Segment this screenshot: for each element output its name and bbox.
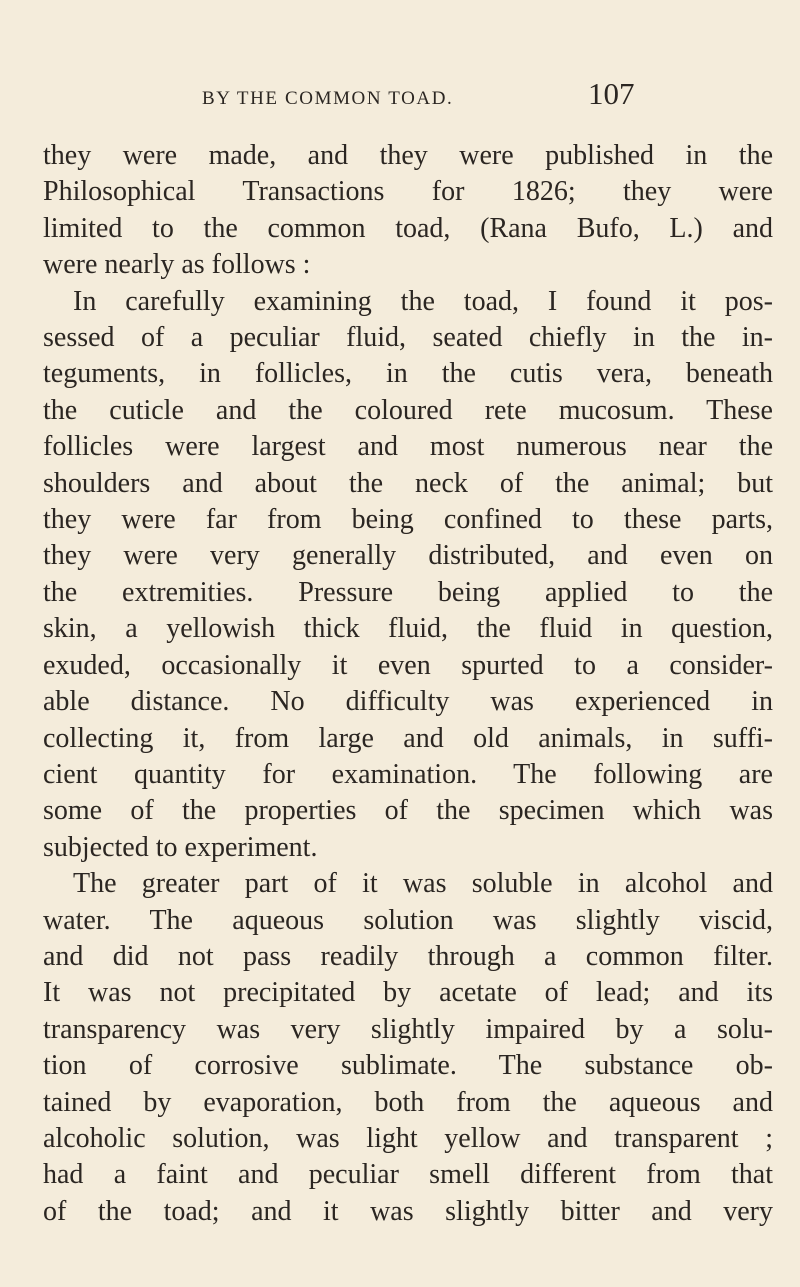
text-line: some of the properties of the specimen which was xyxy=(43,795,773,827)
text-line: teguments, in follicles, in the cutis vera, beneath xyxy=(43,358,773,390)
page-number: 107 xyxy=(588,76,635,111)
text-line: shoulders and about the neck of the animal; but xyxy=(43,467,773,499)
text-line: subjected to experiment. xyxy=(43,831,318,863)
text-line: tained by evaporation, both from the aqueous and xyxy=(43,1086,773,1118)
running-head: BY THE COMMON TOAD. xyxy=(202,88,454,109)
text-line: It was not precipitated by acetate of lead; and its xyxy=(43,977,773,1009)
text-line: were nearly as follows : xyxy=(43,249,311,281)
text-line: the extremities. Pressure being applied to the xyxy=(43,576,773,608)
body-text xyxy=(43,138,773,1230)
text-line: limited to the common toad, (Rana Bufo, L.) and xyxy=(43,212,773,244)
text-line: they were far from being confined to these parts, xyxy=(43,504,773,536)
text-line: tion of corrosive sublimate. The substance ob- xyxy=(43,1050,773,1082)
text-line: collecting it, from large and old animals, in suffi- xyxy=(43,722,773,754)
text-line: cient quantity for examination. The following are xyxy=(43,758,773,790)
text-line: follicles were largest and most numerous near the xyxy=(43,431,773,463)
text-line: able distance. No difficulty was experienced in xyxy=(43,686,773,718)
text-line: Philosophical Transactions for 1826; they were xyxy=(43,176,773,208)
text-line: sessed of a peculiar fluid, seated chiefly in the in- xyxy=(43,322,773,354)
text-line: of the toad; and it was slightly bitter and very xyxy=(43,1195,773,1227)
text-line: The greater part of it was soluble in alcohol and xyxy=(73,868,773,900)
text-line: they were very generally distributed, and even on xyxy=(43,540,773,572)
text-line: transparency was very slightly impaired by a solu- xyxy=(43,1013,773,1045)
text-line: water. The aqueous solution was slightly viscid, xyxy=(43,904,773,936)
text-line: In carefully examining the toad, I found it pos- xyxy=(73,285,773,317)
text-line: and did not pass readily through a common filter. xyxy=(43,940,773,972)
text-line: exuded, occasionally it even spurted to a consider- xyxy=(43,649,773,681)
text-line: they were made, and they were published in the xyxy=(43,140,773,171)
text-line: skin, a yellowish thick fluid, the fluid in question, xyxy=(43,613,773,645)
text-line: had a faint and peculiar smell different from that xyxy=(43,1159,773,1191)
text-line: the cuticle and the coloured rete mucosum. These xyxy=(43,394,773,426)
text-line: alcoholic solution, was light yellow and transparent ; xyxy=(43,1122,773,1154)
